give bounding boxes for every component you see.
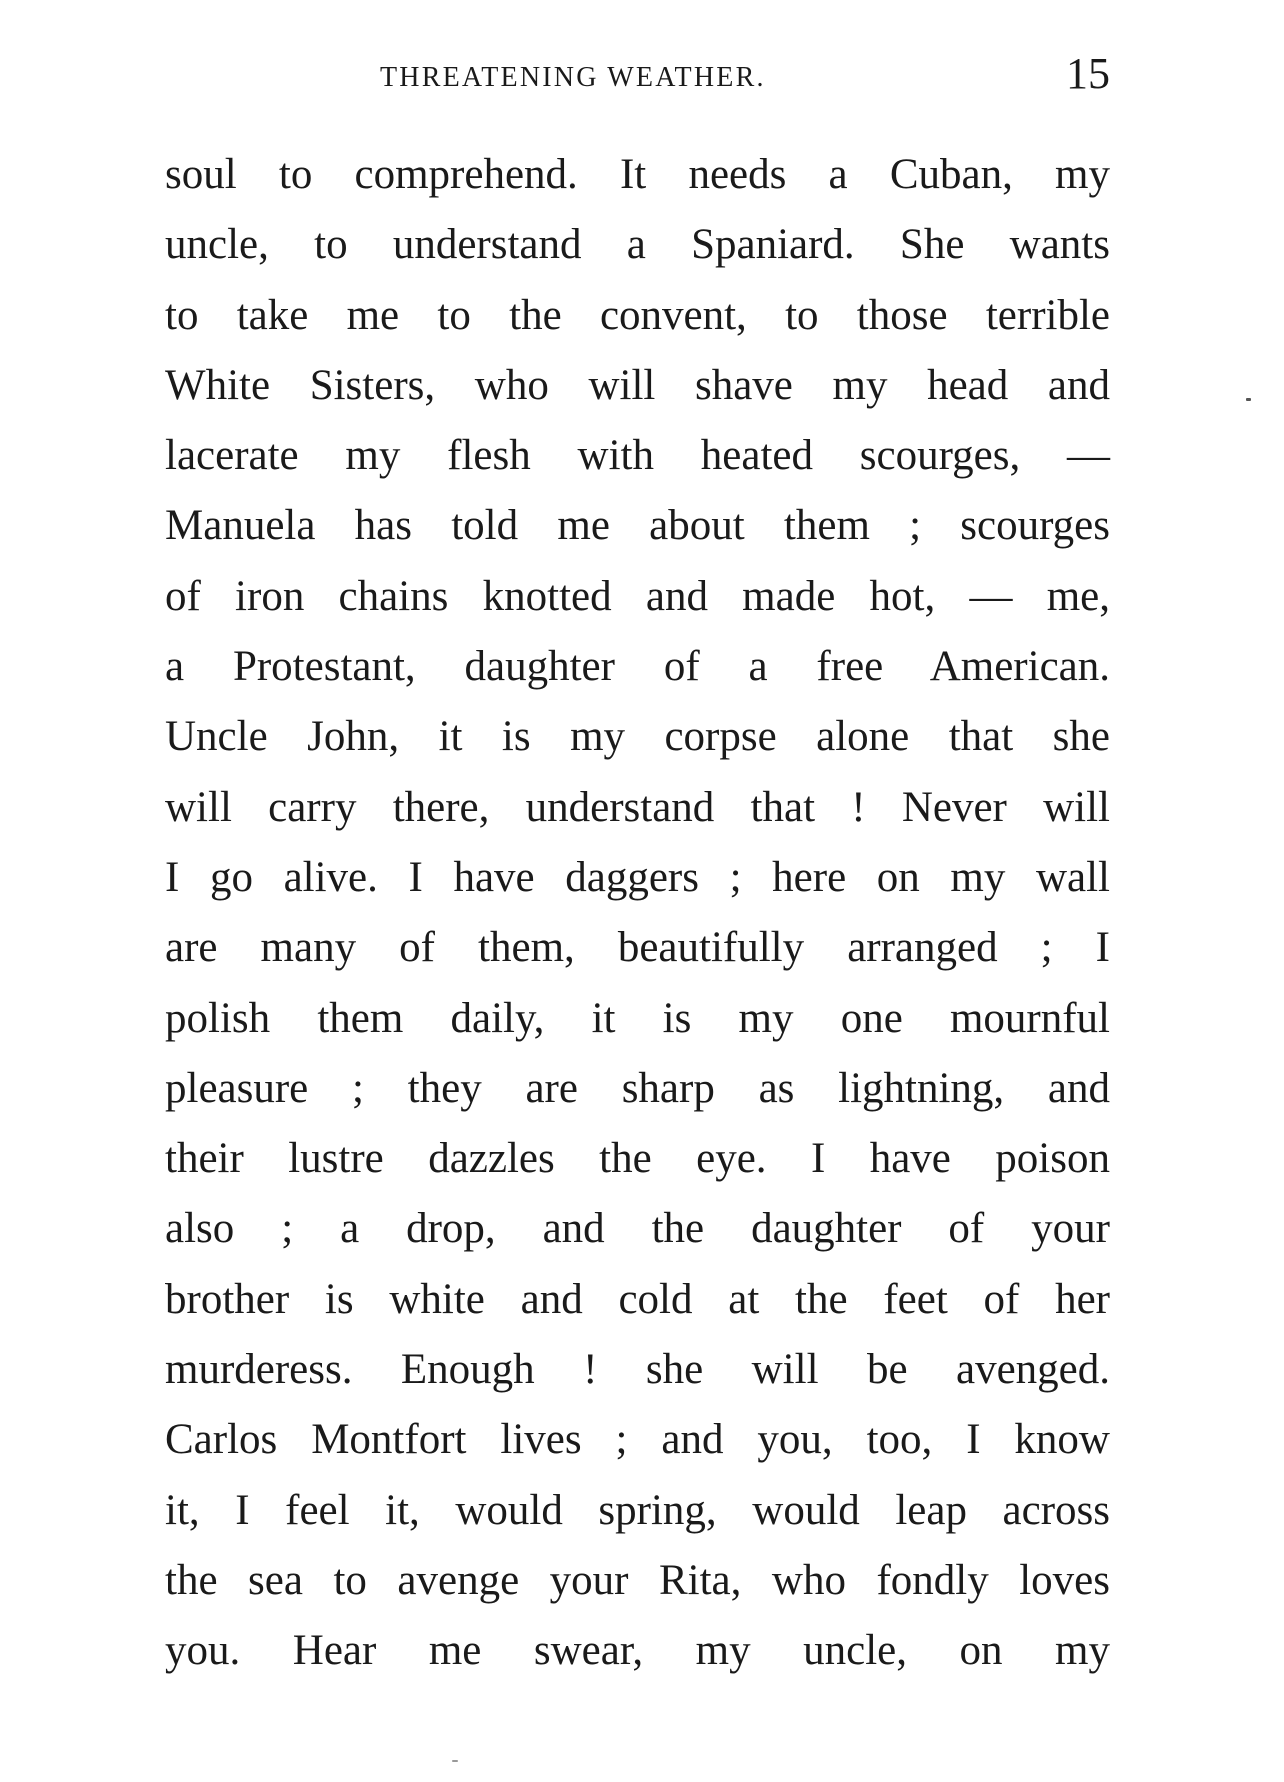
text-line: a Protestant, daughter of a free American. — [165, 643, 1110, 691]
text-line: polish them daily, it is my one mournful — [165, 994, 1110, 1042]
text-line: Carlos Montfort lives ; and you, too, I know — [165, 1416, 1110, 1464]
running-title: THREATENING WEATHER. — [380, 62, 766, 93]
text-line: soul to comprehend. It needs a Cuban, my — [165, 151, 1110, 198]
text-line: brother is white and cold at the feet of her — [165, 1275, 1110, 1323]
text-line: the sea to avenge your Rita, who fondly loves — [165, 1556, 1110, 1604]
text-line: White Sisters, who will shave my head and — [165, 361, 1110, 409]
page-number: 15 — [1066, 49, 1110, 98]
text-line: murderess. Enough ! she will be avenged. — [165, 1346, 1110, 1394]
text-line: you. Hear me swear, my uncle, on my — [165, 1627, 1110, 1675]
text-line: also ; a drop, and the daughter of your — [165, 1205, 1110, 1253]
text-line: lacerate my flesh with heated scourges, — — [165, 432, 1110, 480]
text-line: Manuela has told me about them ; scourges — [165, 502, 1110, 550]
text-line: will carry there, understand that ! Never will — [165, 783, 1110, 831]
text-line: of iron chains knotted and made hot, — me, — [165, 572, 1110, 620]
text-line: are many of them, beautifully arranged ; I — [165, 924, 1110, 972]
running-header — [165, 48, 1110, 108]
paper-speck — [1246, 398, 1251, 401]
text-line: it, I feel it, would spring, would leap across — [165, 1486, 1110, 1534]
text-line: I go alive. I have daggers ; here on my wall — [165, 853, 1110, 901]
body-text — [165, 140, 1110, 1687]
text-line: to take me to the convent, to those terrible — [165, 291, 1110, 339]
text-line: uncle, to understand a Spaniard. She wants — [165, 221, 1110, 269]
text-line: Uncle John, it is my corpse alone that she — [165, 713, 1110, 761]
paper-speck — [452, 1760, 458, 1762]
text-line: pleasure ; they are sharp as lightning, and — [165, 1064, 1110, 1112]
text-line: their lustre dazzles the eye. I have poison — [165, 1135, 1110, 1183]
